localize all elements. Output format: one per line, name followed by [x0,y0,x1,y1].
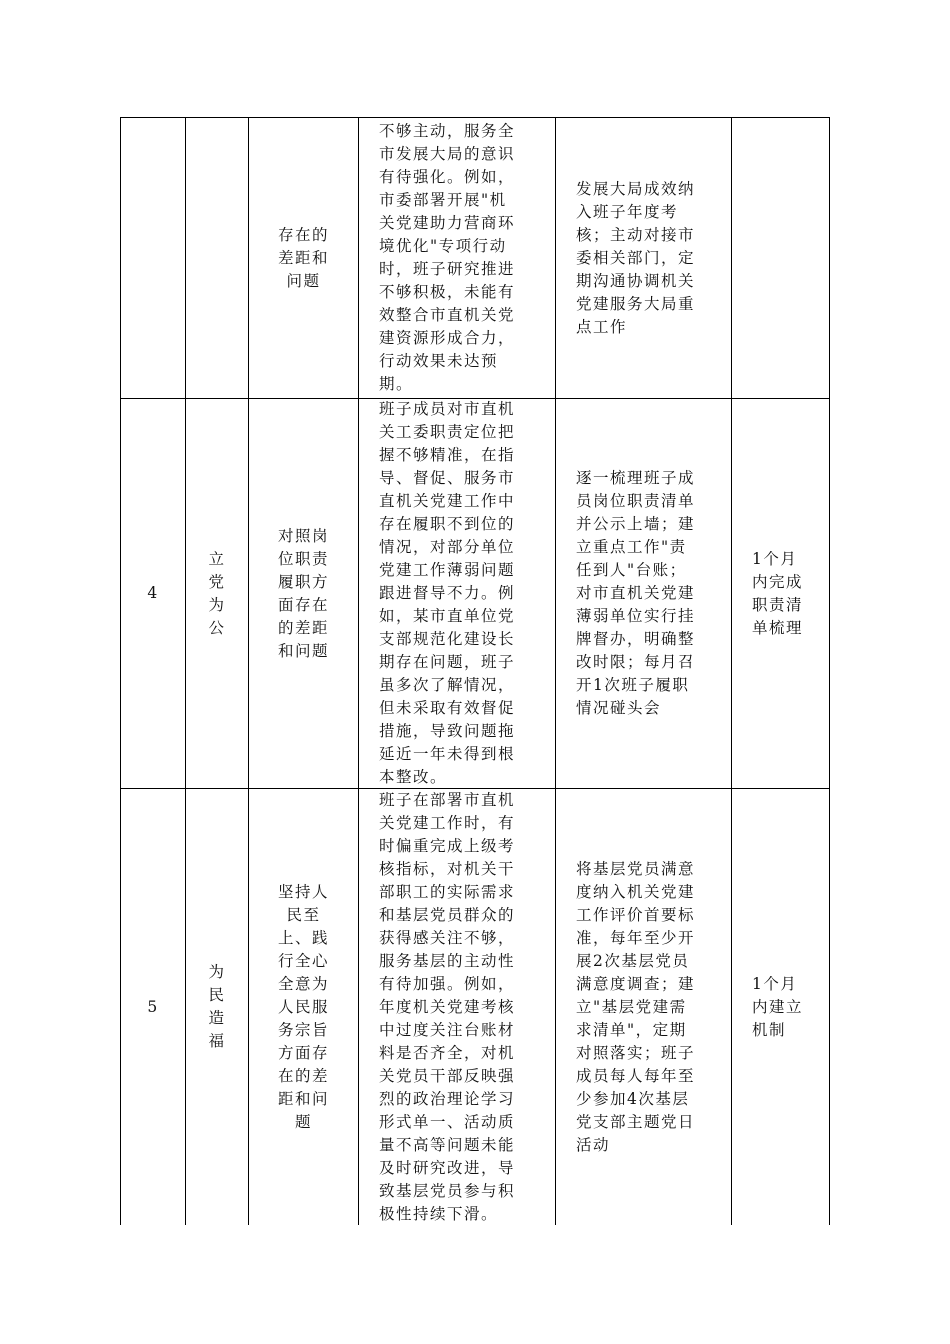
table-border-right [829,117,830,1225]
table-cell-measures [556,118,731,398]
deadline-text: 1个月 内建立 机制 [752,974,804,1039]
table-cell-index [121,399,185,788]
table-cell-category [186,789,248,1225]
problem-text: 班子成员对市直机 关工委职责定位把 握不够精准，在指 导、督促、服务市 直机关党建工作中 存在履职不到位的 情况，对部分单位 党建工作薄弱问题 跟进督导不力。例 如，某市直单位党 支部规范化建设长 期存在问题，班子 虽多次了解情况， 但未采取有效督促 措施，导致问题拖 延近一年未得到根 本整改。 [379,400,516,786]
table-cell-problem [359,399,555,788]
table-cell-measures [556,789,731,1225]
table-cell-measures [556,399,731,788]
deadline-text: 1个月 内完成 职责清 单梳理 [752,549,804,637]
category-text: 为 民 造 福 [208,963,226,1050]
aspect-text: 存在的 差距和 问题 [277,225,329,290]
table-cell-problem [359,789,555,1225]
table-cell-aspect [249,118,358,398]
problem-text: 不够主动，服务全 市发展大局的意识 有待强化。例如， 市委部署开展"机 关党建助力营商环 境优化"专项行动 时，班子研究推进 不够积极，未能有 效整合市直机关党 建资源形成合力， 行动效果未达预 期。 [379,122,516,393]
measures-text: 逐一梳理班子成 员岗位职责清单 并公示上墙；建 立重点工作"责 任到人"台账； 对市直机关党建 薄弱单位实行挂 牌督办，明确整 改时限；每月召 开1次班子履职 情况碰头会 [576,469,696,717]
table-cell-index [121,789,185,1225]
measures-text: 发展大局成效纳 入班子年度考 核；主动对接市 委相关部门，定 期沟通协调机关 党建服务大局重 点工作 [576,179,696,336]
table-cell-problem [359,118,555,398]
table-cell-deadline [732,399,829,788]
table-cell-deadline [732,789,829,1225]
table-cell-aspect [249,399,358,788]
aspect-text: 对照岗 位职责 履职方 面存在 的差距 和问题 [277,526,329,660]
row-index: 4 [147,584,159,602]
measures-text: 将基层党员满意 度纳入机关党建 工作评价首要标 准，每年至少开 展2次基层党员 满意度调查；建 立"基层党建需 求清单"，定期 对照落实；班子 成员每人每年至 少参加4次基层 党支部主题党日 活动 [576,859,696,1154]
table-cell-category [186,399,248,788]
problem-text: 班子在部署市直机 关党建工作时，有 时偏重完成上级考 核指标，对机关干 部职工的实际需求 和基层党员群众的 获得感关注不够， 服务基层的主动性 有待加强。例如， 年度机关党建考核 中过度关注台账材 料是否齐全，对机 关党员干部反映强 烈的政治理论学习 形式单一、活动质 量不高等问题未能 及时研究改进，导 致基层党员参与积 极性持续下滑。 [379,790,516,1223]
row-index: 5 [147,997,159,1016]
aspect-text: 坚持人 民至 上、践 行全心 全意为 人民服 务宗旨 方面存 在的差 距和问 题 [277,882,329,1131]
table-cell-aspect [249,789,358,1225]
category-text: 立 党 为 公 [208,549,226,637]
